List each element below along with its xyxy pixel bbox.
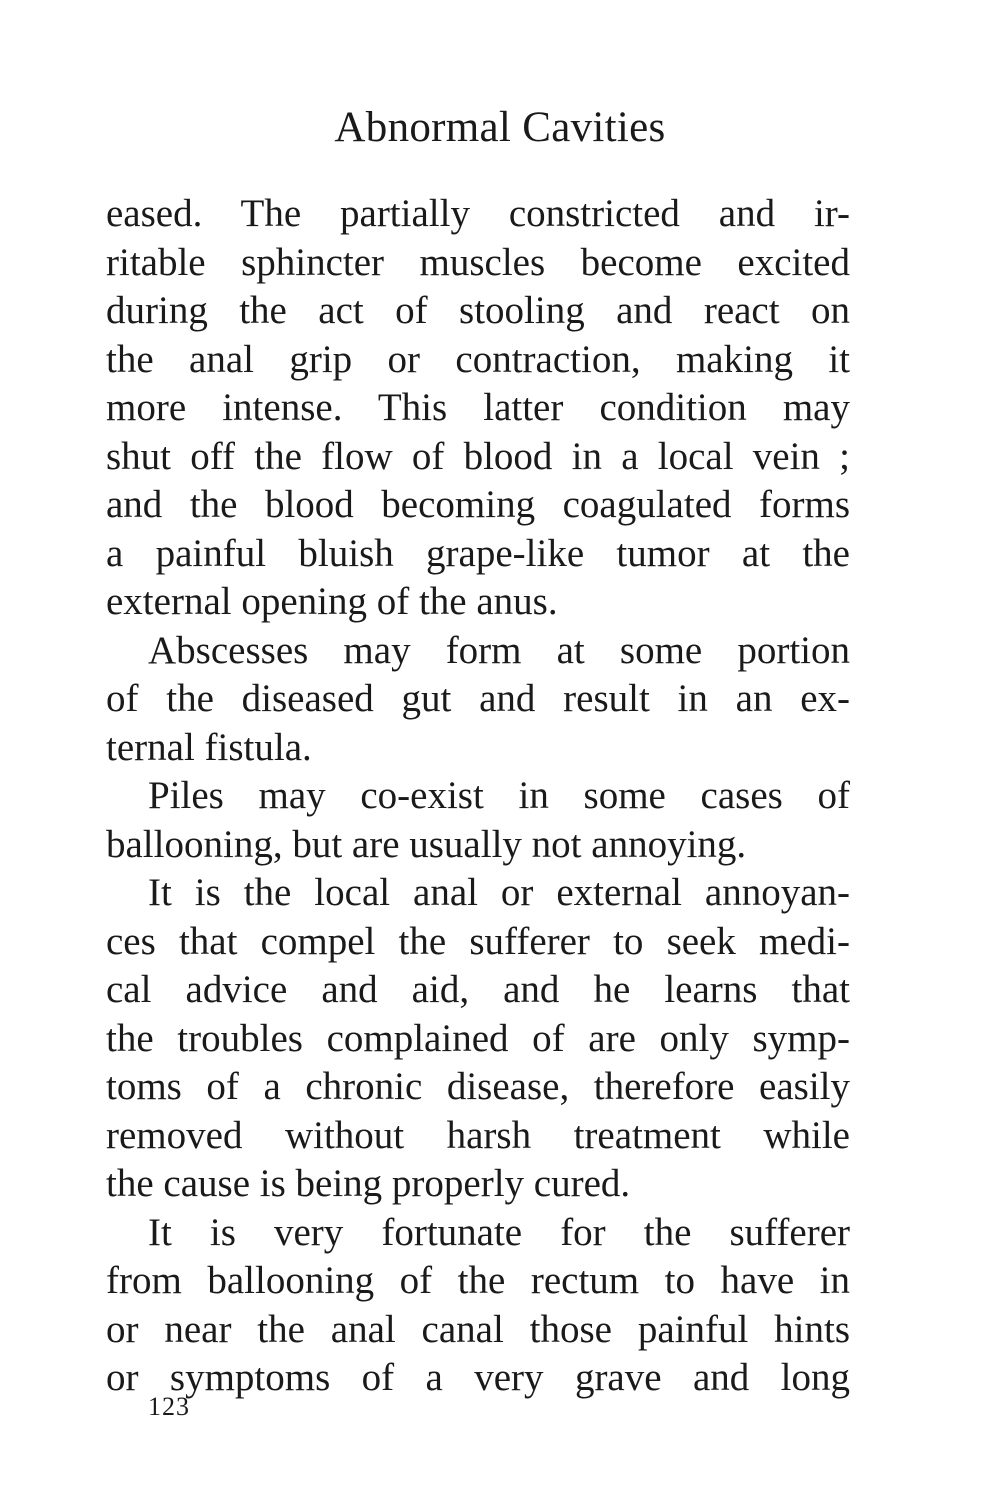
text-line: of the diseased gut and result in an ex-: [106, 677, 850, 720]
body-text: [106, 190, 850, 1403]
text-line: the anal grip or contraction, making it: [106, 337, 850, 381]
text-line: and the blood becoming coagulated forms: [106, 483, 850, 526]
text-line: the cause is being properly cured.: [106, 1162, 631, 1205]
text-line: more intense. This latter condition may: [106, 386, 850, 429]
text-line: eased. The partially constricted and ir-: [106, 192, 850, 235]
text-line: cal advice and aid, and he learns that: [106, 968, 850, 1011]
text-line: Abscesses may form at some portion: [148, 628, 850, 672]
text-line: or near the anal canal those painful hints: [106, 1307, 850, 1351]
text-line: ces that compel the sufferer to seek medi-: [106, 919, 850, 963]
text-line: the troubles complained of are only symp-: [106, 1016, 850, 1060]
text-line: It is the local anal or external annoyan-: [148, 871, 850, 914]
text-line: a painful bluish grape-like tumor at the: [106, 531, 850, 575]
text-line: during the act of stooling and react on: [106, 289, 850, 332]
text-line: from ballooning of the rectum to have in: [106, 1259, 850, 1302]
text-line: Piles may co-exist in some cases of: [148, 774, 850, 817]
running-head: Abnormal Cavities: [334, 104, 666, 151]
text-line: toms of a chronic disease, therefore easily: [106, 1065, 850, 1108]
text-line: shut off the flow of blood in a local vein ;: [106, 434, 850, 478]
text-line: It is very fortunate for the sufferer: [148, 1210, 850, 1254]
text-line: or symptoms of a very grave and long: [106, 1356, 850, 1399]
text-line: ternal fistula.: [106, 725, 312, 769]
text-line: ritable sphincter muscles become excited: [106, 240, 850, 284]
text-line: external opening of the anus.: [106, 580, 558, 623]
page-number: 123: [148, 1392, 190, 1421]
text-line: removed without harsh treatment while: [106, 1113, 850, 1157]
text-line: ballooning, but are usually not annoying.: [106, 822, 747, 866]
